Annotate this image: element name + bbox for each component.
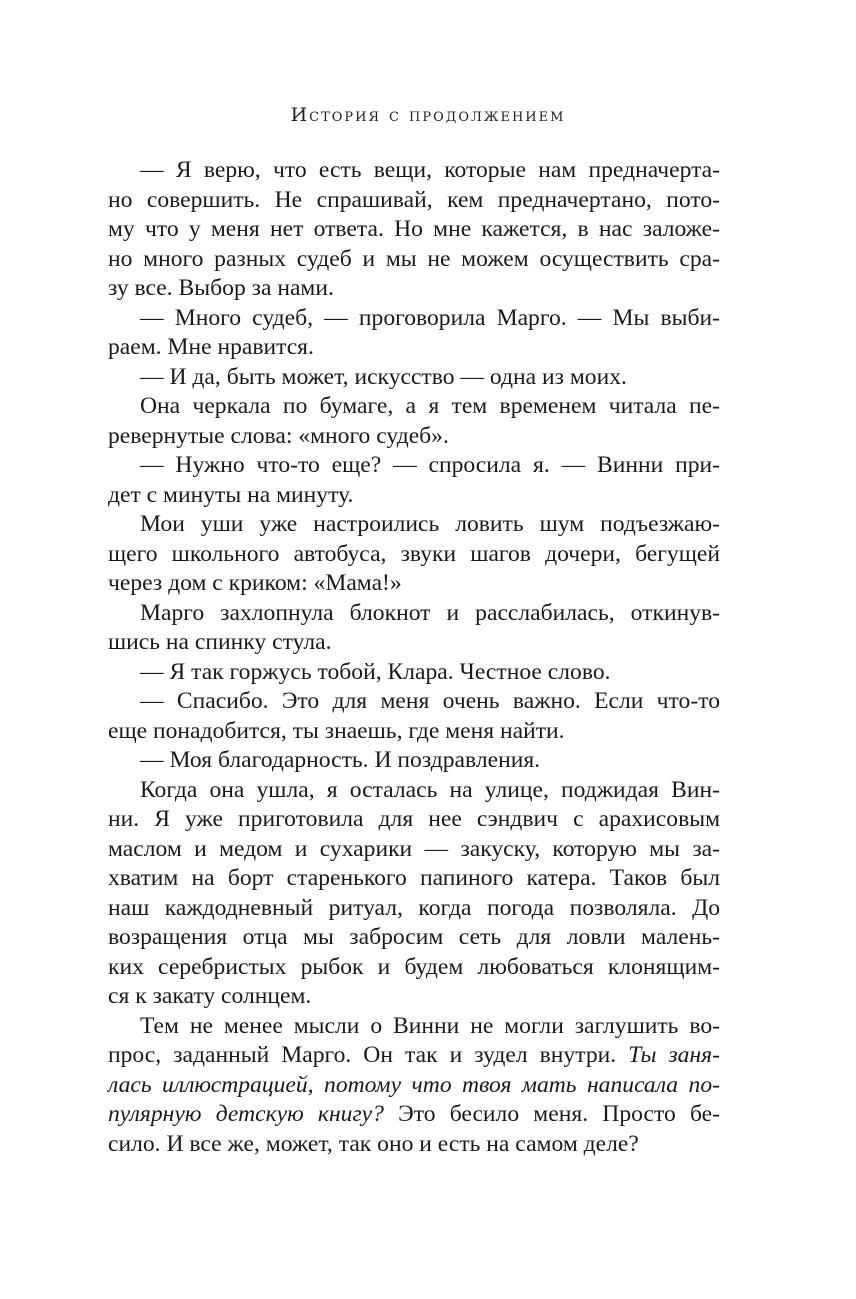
text-line: маслом и медом и сухарики — закуску, которую мы за- xyxy=(108,835,720,862)
body-text xyxy=(108,156,720,1159)
text-run: Это бесило меня. Просто бе- xyxy=(383,1101,720,1127)
text-line-mixed xyxy=(108,1100,720,1130)
text-line: — Нужно что-то еще? — спросила я. — Винни при- xyxy=(140,452,720,478)
text-line: Тем не менее мысли о Винни не могли заглушить во- xyxy=(140,1012,720,1039)
text-line: сило. И все же, может, так оно и есть на самом деле? xyxy=(108,1130,639,1157)
text-line: раем. Мне нравится. xyxy=(108,334,314,360)
text-line: — Я так горжусь тобой, Клара. Честное слово. xyxy=(140,658,611,685)
text-line: — Спасибо. Это для меня очень важно. Если что-то xyxy=(140,688,720,714)
running-head: История с продолжением xyxy=(290,104,566,126)
text-line: — Я верю, что есть вещи, которые нам предначерта- xyxy=(140,157,720,183)
italic-run: лась иллюстрацией, потому что твоя мать написала по- xyxy=(108,1071,720,1098)
text-line: зу все. Выбор за нами. xyxy=(108,275,334,301)
text-line: Она черкала по бумаге, а я тем временем читала пе- xyxy=(140,393,720,419)
text-run: прос, заданный Марго. Он так и зудел внутри. xyxy=(108,1042,629,1068)
text-line: щего школьного автобуса, звуки шагов дочери, бегущей xyxy=(108,540,720,567)
text-line: дет с минуты на минуту. xyxy=(108,481,354,508)
text-line: возращения отца мы забросим сеть для ловли малень- xyxy=(108,924,720,950)
text-line: наш каждодневный ритуал, когда погода позволяла. До xyxy=(108,894,720,921)
text-line: но много разных судеб и мы не можем осуществить сра- xyxy=(108,245,720,272)
text-line: через дом с криком: «Мама!» xyxy=(108,570,402,596)
text-line: Когда она ушла, я осталась на улице, поджидая Вин- xyxy=(140,776,720,803)
italic-run: пулярную детскую книгу? xyxy=(108,1101,384,1127)
text-line: хватим на борт старенького папиного катера. Таков был xyxy=(108,865,720,891)
text-line: — Моя благодарность. И поздравления. xyxy=(140,747,541,773)
text-line-italic xyxy=(108,1071,720,1101)
text-line: еще понадобится, ты знаешь, где меня найти. xyxy=(108,717,565,744)
text-line: ких серебристых рыбок и будем любоваться клонящим- xyxy=(108,953,720,980)
italic-run: Ты заня- xyxy=(628,1042,720,1068)
text-line: — И да, быть может, искусство — одна из моих. xyxy=(140,363,627,390)
text-line: шись на спинку стула. xyxy=(108,629,332,655)
text-line: ни. Я уже приготовила для нее сэндвич с арахисовым xyxy=(108,806,720,832)
text-line: — Много судеб, — проговорила Марго. — Мы выби- xyxy=(140,304,720,331)
text-line: ревернутые слова: «много судеб». xyxy=(108,422,449,449)
text-line-mixed xyxy=(108,1041,720,1071)
text-line: ся к закату солнцем. xyxy=(108,983,312,1009)
text-line: но совершить. Не спрашивай, кем предначертано, пото- xyxy=(108,186,720,213)
text-line: му что у меня нет ответа. Но мне кажется, в нас заложе- xyxy=(108,216,720,242)
text-line: Мои уши уже настроились ловить шум подъезжаю- xyxy=(140,511,720,537)
text-line: Марго захлопнула блокнот и расслабилась, откинув- xyxy=(140,599,720,626)
